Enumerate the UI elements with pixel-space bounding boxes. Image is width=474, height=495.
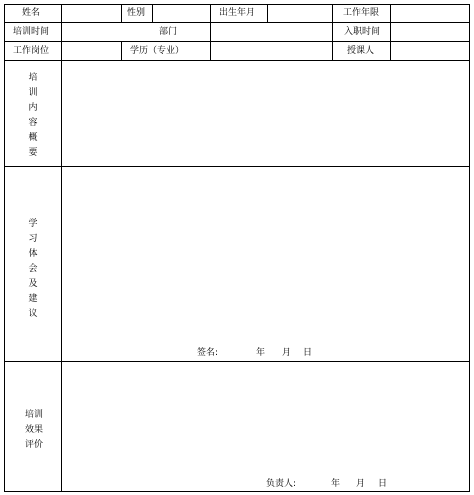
department-label: 部门: [159, 27, 178, 37]
education-label: 学历（专业）: [130, 46, 185, 56]
birth-date-field[interactable]: [268, 5, 332, 22]
responsible-label: 负责人:: [266, 479, 297, 489]
position-label: 工作岗位: [13, 46, 50, 56]
name-field[interactable]: [62, 5, 121, 22]
gender-field[interactable]: [153, 5, 210, 22]
responsible-day: 日: [378, 479, 388, 489]
signature-year: 年: [256, 348, 266, 358]
join-time-label: 入职时间: [344, 27, 381, 37]
lecturer-label: 授课人: [347, 46, 375, 56]
work-years-label: 工作年限: [343, 8, 380, 18]
join-time-field[interactable]: [391, 23, 469, 41]
department-field[interactable]: [211, 23, 332, 41]
evaluation-label: 培训 效果 评价: [24, 410, 43, 450]
name-label: 姓名: [22, 8, 41, 18]
col-divider: [332, 4, 333, 60]
work-years-field[interactable]: [391, 5, 469, 22]
education-field[interactable]: [211, 42, 332, 60]
row-divider: [4, 491, 470, 492]
signature-label: 签名:: [197, 348, 219, 358]
signature-day: 日: [303, 348, 313, 358]
birth-date-label: 出生年月: [219, 8, 256, 18]
training-time-label: 培训时间: [13, 27, 50, 37]
responsible-year: 年: [331, 479, 341, 489]
gender-label: 性别: [127, 8, 146, 18]
content-summary-label: 培 训 内 容 概 要: [28, 73, 38, 158]
experience-label: 学 习 体 会 及 建 议: [28, 219, 38, 319]
col-divider: [121, 4, 122, 22]
experience-area[interactable]: [62, 167, 469, 347]
training-record-form: [4, 4, 470, 492]
col-divider: [121, 41, 122, 60]
evaluation-area[interactable]: [62, 362, 469, 477]
col-divider: [469, 4, 470, 492]
lecturer-field[interactable]: [391, 42, 469, 60]
col-divider: [4, 4, 5, 492]
training-time-field[interactable]: [62, 23, 152, 41]
responsible-month: 月: [356, 479, 366, 489]
content-summary-area[interactable]: [62, 61, 469, 166]
position-field[interactable]: [62, 42, 121, 60]
signature-month: 月: [282, 348, 292, 358]
